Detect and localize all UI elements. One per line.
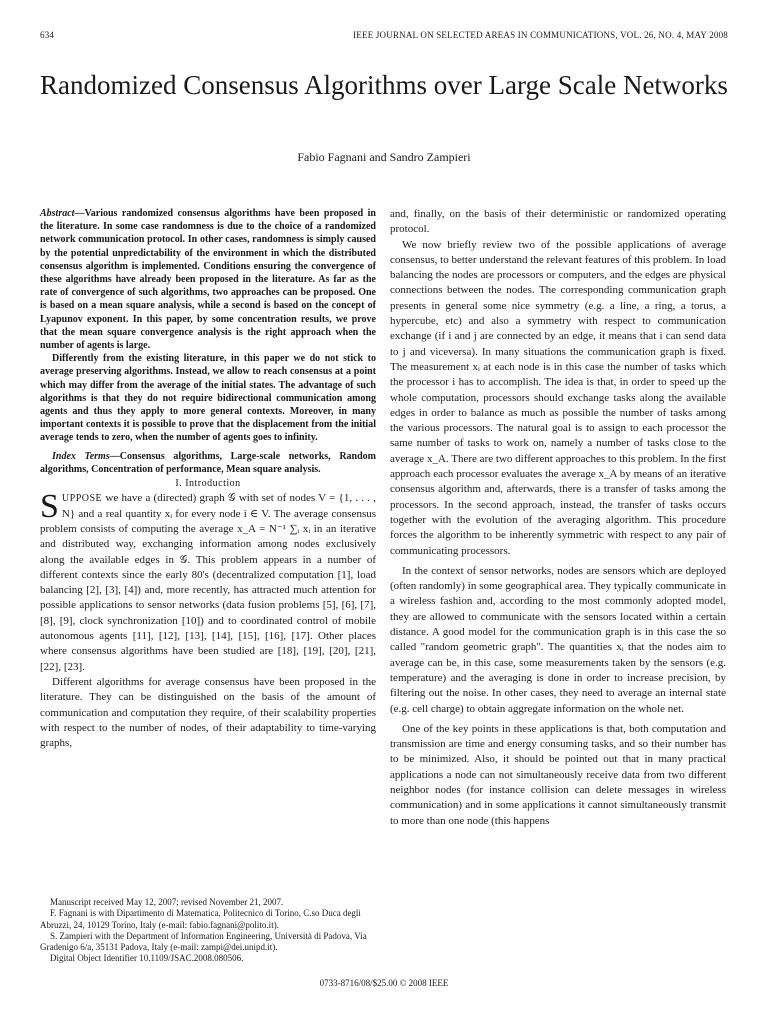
abstract-label: Abstract [40, 208, 75, 219]
footnotes [40, 897, 376, 965]
paper-authors: Fabio Fagnani and Sandro Zampieri [297, 150, 471, 164]
footnote-manuscript: Manuscript received May 12, 2007; revised November 21, 2007. [50, 897, 284, 907]
index-terms [40, 450, 376, 476]
intro-text-1: we have a (directed) graph 𝒢 with set of nodes V = {1, . . . , N} and a real quantity xᵢ for every node i ∈ V. The average consensus problem consists of computing the average x_A = N⁻¹ ∑ᵢ xᵢ in an iterative and distributed way, exchanging information among nodes exclusively along the available edges in 𝒢. This problem appears in a number of different contexts since the early 80's (decentralized computation [1], load balancing [2], [3], [4]) and, more recently, has attracted much attention for possible applications to sensor networks (data fusion problems [5], [6], [7], [8], [9], clock synchronization [10]) and to coordinated control of mobile autonomous agents [11], [12], [13], [14], [15], [16], [17]. Other places where consensus algorithms have been studied are [18], [19], [20], [21], [22], [23]. [40, 492, 376, 673]
footnote-author-1: F. Fagnani is with Dipartimento di Matematica, Politecnico di Torino, C.so Duca degli Abruzzi, 24, 10129 Torino, Italy (e-mail: fabio.fagnani@polito.it). [40, 908, 361, 930]
abstract-paragraph-1 [40, 207, 376, 352]
index-terms-label: Index Terms [52, 450, 110, 462]
page-number: 634 [40, 30, 55, 40]
footnote-author-2: S. Zampieri with the Department of Information Engineering, Università di Padova, Via Gradenigo 6/a, 35131 Padova, Italy (e-mail: zampi@dei.unipd.it). [40, 930, 367, 953]
drop-cap: S [40, 488, 59, 526]
abstract-text-1: —Various randomized consensus algorithms have been proposed in the literature. In some case randomness is due to the choice of a randomized network communication protocol. In other cases, randomness is simply caused by the potential unpredictability of the environment in which the distributed consensus algorithm is implemented. Conditions ensuring the convergence of these algorithms have already been proposed in the literature. As far as the rate of convergence of such algorithms, two approaches can be proposed. One is based on a mean square analysis, while a second is based on the concept of Lyapunov exponent. In this paper, by some concentration results, we prove that the mean square convergence analysis is the right approach when the number of agents is large. [40, 208, 376, 352]
index-terms-text: —Consensus algorithms, Large-scale networks, Random algorithms, Concentration of performance, Mean square analysis. [40, 450, 376, 475]
paper-title: Randomized Consensus Algorithms over Large Scale Networks [40, 70, 728, 100]
abstract [40, 207, 376, 476]
intro-paragraph-1 [40, 488, 376, 675]
intro-paragraph-2: Different algorithms for average consensus have been proposed in the literature. They can be distinguished on the basis of the amount of communication and computation they require, of their scalability properties with respect to the number of nodes, of their adaptability to time-varying graphs, [40, 675, 376, 750]
intro-lead-word: UPPOSE [61, 493, 103, 505]
right-paragraph-1: We now briefly review two of the possible applications of average consensus, to better understand the relevant features of this problem. In load balancing the nodes are processors or computers, and the edges are physical connections between the nodes. The corresponding communication graph presents in general some nice symmetry (e.g. a line, a ring, a torus, a hypercube, etc) and also a symmetry with respect to communication exchange (if i and j are connected by an edge, it means that i can send data to j and viceversa). In many situations the communication graph is fixed. The measurement xᵢ at each node is in this case the number of tasks which the processor i has to accomplish. The idea is that, in order to speed up the whole computation, processors should exchange tasks along the available edges in order to balance as much as possible the number of tasks among the various processors. The natural goal is to assign to each processor the same number of tasks to work on, namely a number of tasks close to the average x_A. There are two different approaches to this problem. In the first approach each processor evaluates the average x_A by means of an iterative consensus algorithm and, afterwards, there is a transfer of tasks among the processors. In the second approach, instead, the transfer of tasks occurs together with the evolution of the averaging algorithm. This procedure forces the algorithm to be inherently symmetric with respect to any pair of communicating processors. [390, 238, 726, 557]
right-paragraph-0: and, finally, on the basis of their deterministic or randomized operating protocol. [390, 208, 726, 236]
abstract-paragraph-2: Differently from the existing literature, in this paper we do not stick to average preserving algorithms. Instead, we allow to reach consensus at a point which may differ from the average of the initial states. The advantage of such algorithms is that they do not require bidirectional communication among agents and thus they apply to more general contexts. Moreover, in many important contexts it is possible to prove that the displacement from the initial average tends to zero, when the number of agents goes to infinity. [40, 353, 376, 444]
running-header [40, 30, 728, 44]
copyright-footer: 0733-8716/08/$25.00 © 2008 IEEE [319, 978, 449, 988]
left-column [40, 207, 376, 751]
right-paragraph-3: One of the key points in these applications is that, both computation and transmission are time and energy consuming tasks, and so their number has to be minimized. Also, it should be pointed out that in many practical applications a node can not simultaneously receive data from two different neighbor nodes (for instance collision can delete messages in wireless communication) and in some applications it cannot simultaneously transmit to more than one node (this happens [390, 722, 726, 827]
right-paragraph-2: In the context of sensor networks, nodes are sensors which are deployed (often randomly) in some geographical area. They typically communicate in a wireless fashion and, according to the most commonly adopted model, they are allowed to communicate with the sensors located within a certain distance. A good model for the communication graph is in this case the so called "random geometric graph". The quantities xᵢ that the nodes aim to average can be, in this case, some measurements taken by the sensors (e.g. temperature) and the averaging is done in order to increase precision, by filtering out the noise. In other cases, they need to average an internal state (e.g. cell charge) to obtain aggregate information on the whole net. [390, 564, 726, 715]
right-column [390, 207, 726, 829]
section-heading-introduction: I. Introduction [175, 478, 241, 490]
journal-name: IEEE JOURNAL ON SELECTED AREAS IN COMMUNICATIONS, VOL. 26, NO. 4, MAY 2008 [353, 30, 728, 40]
footnote-doi: Digital Object Identifier 10.1109/JSAC.2008.080506. [50, 953, 244, 964]
